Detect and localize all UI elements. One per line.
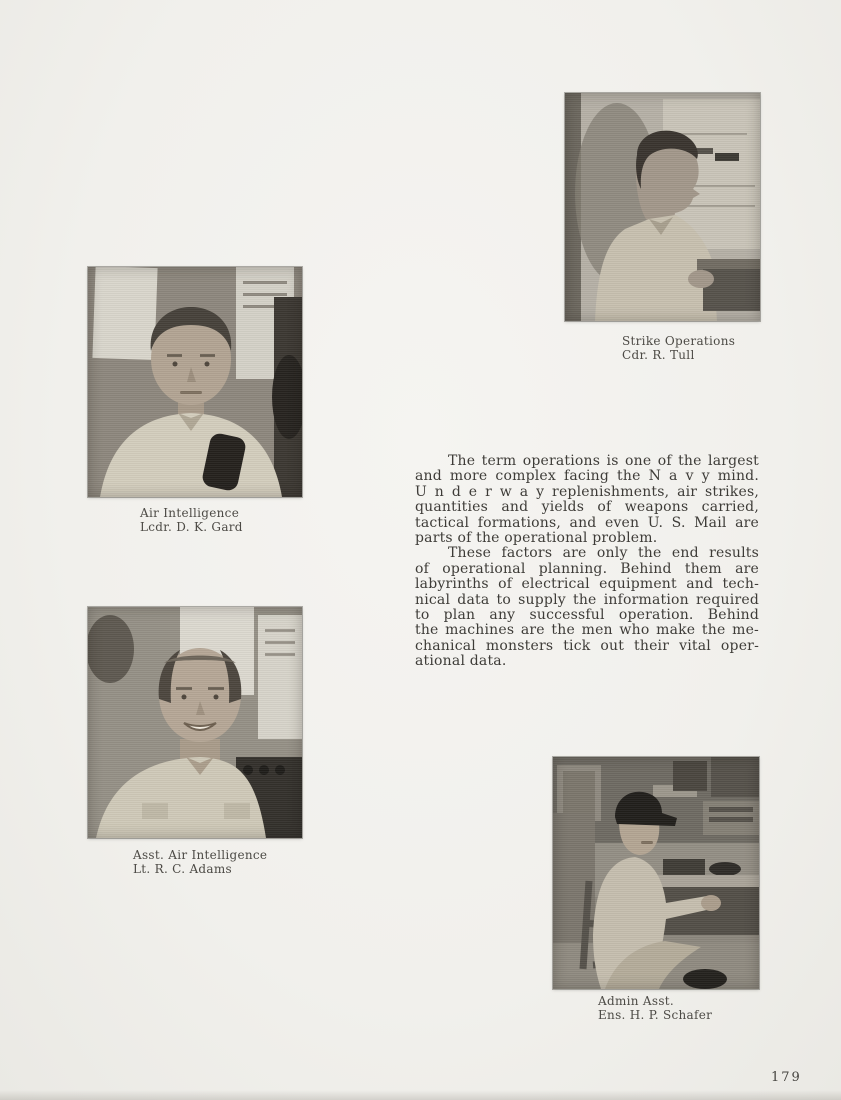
caption-role: Asst. Air Intelligence bbox=[133, 848, 268, 862]
caption-role: Strike Operations bbox=[622, 334, 736, 348]
caption-name: Lt. R. C. Adams bbox=[133, 862, 233, 876]
caption-strike-operations bbox=[622, 334, 735, 362]
paragraph-line: The term operations is one of the largest bbox=[448, 453, 759, 469]
photo-air-intelligence bbox=[88, 267, 302, 497]
paragraph-line: chanical monsters tick out their vital oper- bbox=[415, 637, 759, 654]
caption-name: Cdr. R. Tull bbox=[622, 348, 695, 362]
paragraph-line: nical data to supply the information required bbox=[415, 591, 759, 608]
paragraph-line: to plan any successful operation. Behind bbox=[415, 607, 759, 624]
photo-admin-asst bbox=[553, 757, 759, 989]
photo-asst-air-intelligence bbox=[88, 607, 302, 838]
caption-name: Lcdr. D. K. Gard bbox=[140, 520, 243, 534]
paragraph-line: quantities and yields of weapons carried, bbox=[415, 499, 759, 516]
paragraph-line: These factors are only the end results bbox=[448, 545, 759, 562]
portrait-illustration bbox=[553, 757, 759, 989]
paragraph-line: of operational planning. Behind them are bbox=[415, 560, 759, 577]
paragraph-line: and more complex facing the N a v y mind. bbox=[415, 468, 759, 485]
paragraph-line: the machines are the men who make the me- bbox=[415, 622, 759, 639]
article-text bbox=[415, 454, 759, 670]
page-number: 179 bbox=[771, 1070, 802, 1085]
portrait-illustration bbox=[88, 267, 302, 497]
paragraph-line: U n d e r w a y replenishments, air strikes, bbox=[415, 483, 759, 500]
caption-role: Admin Asst. bbox=[598, 994, 675, 1008]
caption-asst-air-intelligence bbox=[133, 848, 267, 876]
paragraph-line: labyrinths of electrical equipment and tech- bbox=[415, 576, 759, 593]
paragraph-line: ational data. bbox=[415, 653, 507, 670]
paragraph-line: tactical formations, and even U. S. Mail are bbox=[415, 514, 759, 531]
caption-role: Air Intelligence bbox=[140, 506, 240, 520]
caption-air-intelligence bbox=[140, 506, 243, 534]
portrait-illustration bbox=[88, 607, 302, 838]
portrait-illustration bbox=[565, 93, 760, 321]
photo-strike-operations bbox=[565, 93, 760, 321]
caption-name: Ens. H. P. Schafer bbox=[598, 1008, 713, 1022]
paragraph-line: parts of the operational problem. bbox=[415, 530, 658, 547]
caption-admin-asst bbox=[598, 994, 712, 1022]
